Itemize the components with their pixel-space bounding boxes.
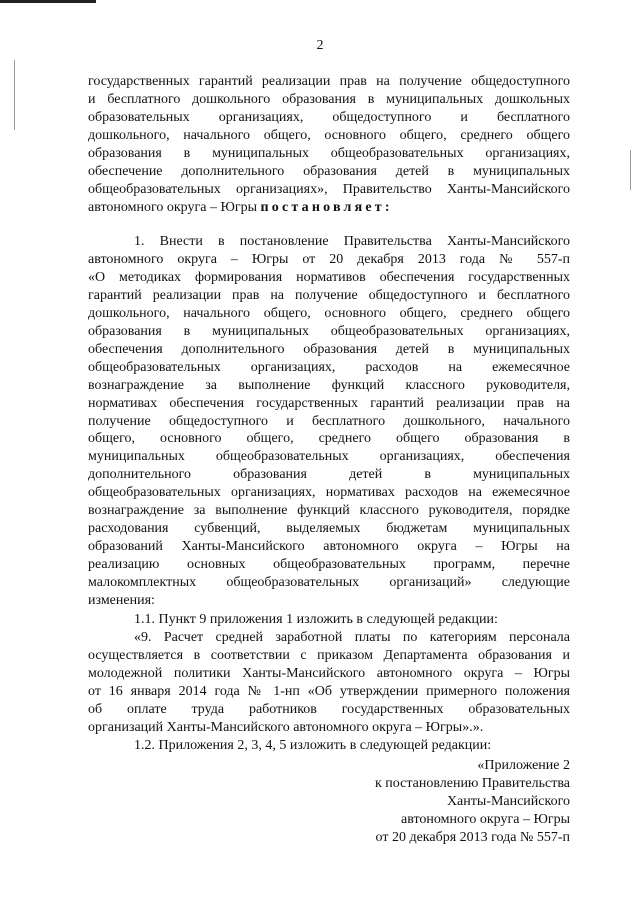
item-1-1-label: 1.1. Пункт 9 приложения 1 изложить в следующей редакции: [134, 612, 498, 627]
quote-line: об оплате труда работников государственных образовательных [88, 701, 570, 717]
intro-last-line [88, 199, 570, 217]
quote-line: осуществляется в соответствии с приказом Департамента образования и [88, 647, 570, 663]
appendix-line: Ханты-Мансийского [446, 794, 570, 809]
intro-line: образовательных организациях, общедоступного и бесплатного [88, 109, 570, 125]
scan-top-edge-line [0, 0, 96, 3]
item-1-line: дополнительного образования детей в муниципальных [88, 467, 570, 483]
intro-line: образования в муниципальных общеобразовательных организациях, [88, 145, 570, 161]
scan-edge-mark [14, 60, 15, 130]
intro-line: дошкольного, начального общего, основного общего, среднего общего [88, 127, 570, 143]
item-1-paragraph [88, 233, 570, 610]
item-1-line: образования в муниципальных общеобразовательных организациях, [88, 323, 570, 339]
item-1-line: автономного округа – Югры от 20 декабря 2013 года № 557-п [88, 251, 570, 267]
item-1-line: вознаграждение за выполнение функций классного руководителя, [88, 377, 570, 393]
item-1-line: малокомплектных общеобразовательных организаций» следующие [88, 575, 570, 591]
item-1-line: обеспечения дополнительного образования детей в муниципальных [88, 341, 570, 357]
item-1-line: общеобразовательных организациях, расходов на ежемесячное [88, 359, 570, 375]
quote-line: от 16 января 2014 года № 1-нп «Об утверждении примерного положения [88, 683, 570, 699]
intro-last-line-prefix: автономного округа – Югры [88, 199, 257, 215]
scan-edge-mark [630, 150, 631, 190]
item-1-1-quote [88, 629, 570, 737]
intro-line: государственных гарантий реализации прав на получение общедоступного [88, 74, 570, 89]
item-1-line: изменения: [88, 593, 155, 609]
item-1-line: образований Ханты-Мансийского автономного округа – Югры на [88, 539, 570, 555]
appendix-heading [375, 757, 570, 847]
item-1-line: общего, основного общего, среднего общего образования в [88, 431, 570, 447]
item-1-line: общеобразовательных организациях, нормативах расходов на ежемесячное [88, 485, 570, 501]
intro-paragraph [88, 73, 570, 217]
item-1-line: нормативах обеспечения государственных гарантий реализации прав на [88, 395, 570, 411]
item-1-line: муниципальных общеобразовательных организациях, обеспечения [88, 449, 570, 465]
appendix-line: автономного округа – Югры [401, 812, 570, 827]
item-1-2-label: 1.2. Приложения 2, 3, 4, 5 изложить в следующей редакции: [134, 738, 492, 753]
item-1-line: реализацию основных общеобразовательных программ, перечне [88, 557, 570, 573]
intro-line: обеспечение дополнительного образования детей в муниципальных [88, 163, 570, 179]
item-1-line: «О методиках формирования нормативов обеспечения государственных [88, 269, 570, 285]
quote-line: организаций Ханты-Мансийского автономного округа – Югры».». [88, 719, 484, 735]
item-1-line: вознаграждение за выполнение функций классного руководителя, порядке [88, 503, 570, 519]
item-1-line: получение общедоступного и бесплатного дошкольного, начального [88, 413, 570, 429]
quote-line: «9. Расчет средней заработной платы по категориям персонала [134, 630, 570, 645]
item-1-line: дошкольного, начального общего, основного общего, среднего общего [88, 305, 570, 321]
resolution-word: постановляет: [260, 199, 393, 215]
appendix-line: к постановлению Правительства [374, 776, 570, 791]
item-1-line: расходования субвенций, выделяемых бюджетам муниципальных [88, 521, 570, 537]
item-1-line: 1. Внести в постановление Правительства Ханты-Мансийского [134, 234, 570, 249]
intro-line: и бесплатного дошкольного образования в муниципальных дошкольных [88, 91, 570, 107]
quote-line: молодежной политики Ханты-Мансийского автономного округа – Югры [88, 665, 570, 681]
appendix-line: от 20 декабря 2013 года № 557-п [375, 830, 570, 845]
item-1-line: гарантий реализации прав на получение общедоступного и бесплатного [88, 287, 570, 303]
page-number: 2 [316, 38, 324, 53]
appendix-title: «Приложение 2 [477, 758, 570, 773]
intro-line: общеобразовательных организациях», Правительство Ханты-Мансийского [88, 181, 570, 197]
